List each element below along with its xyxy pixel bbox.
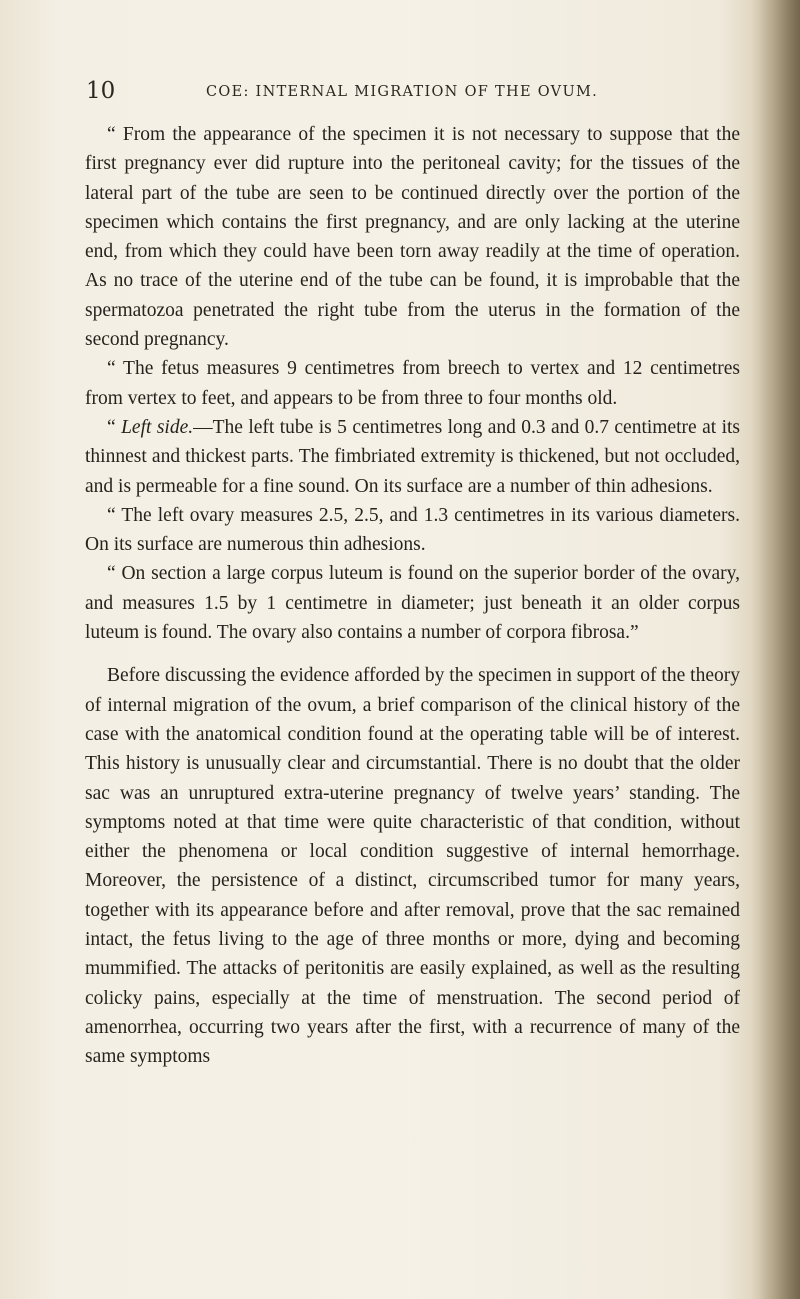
left-side-text: —The left tube is 5 centimetres long and 0.3 and 0.7 centimetre at its thinnest and thickest parts. The fimbriated extremity is thickened, but not occluded, and is permeable for a fine sound. On its surface are a number of thin adhesions. [85,416,741,497]
running-title: COE: INTERNAL MIGRATION OF THE OVUM. [206,84,599,100]
paragraph-corpus-luteum: “ On section a large corpus luteum is found on the superior border of the ovary, and measures 1.5 by 1 centimetre in diameter; just beneath it an older corpus luteum is found. The ovary also contains a number of corpora fibrosa.” [85,563,740,644]
paragraph-fetus-measurements: “ The fetus measures 9 centimetres from breech to vertex and 12 centimetres from vertex to feet, and appears to be from three to four months old. [85,358,740,409]
page-header [86,78,726,104]
quote-mark: “ [107,416,122,438]
left-side-heading: Left side. [121,416,194,438]
page-number: 10 [86,78,116,104]
paragraph-discussion: Before discussing the evidence afforded by the specimen in support of the theory of internal migration of the ovum, a brief comparison of the clinical history of the case with the anatomical condition found at the operating table will be of interest. This history is unusually clear and circumstantial. There is no doubt that the older sac was an unruptured extra-uterine pregnancy of twelve years’ standing. The symptoms noted at that time were quite characteristic of that condition, without either the phenomena or local condition suggestive of internal hemorrhage. Moreover, the persistence of a distinct, circumscribed tumor for many years, together with its appearance before and after removal, prove that the sac remained intact, the fetus living to the age of three months or more, dying and becoming mummified. The attacks of peritonitis are easily explained, as well as the resulting colicky pains, especially at the time of menstruation. The second period of amenorrhea, occurring two years after the first, with a recurrence of many of the same symptoms [85,665,740,1068]
page-edge-shadow [752,0,800,1299]
paragraph-left-ovary: “ The left ovary measures 2.5, 2.5, and 1.3 centimetres in its various diameters. On its surface are numerous thin adhesions. [85,504,740,556]
paragraph-left-side [85,413,740,501]
paragraph-specimen-appearance: “ From the appearance of the specimen it is not necessary to suppose that the first pregnancy ever did rupture into the peritoneal cavity; for the tissues of the lateral part of the tube are seen to be continued directly over the portion of the specimen which contains the first pregnancy, and are only lacking at the uterine end, from which they could have been torn away readily at the time of operation. As no trace of the uterine end of the tube can be found, it is improbable that the spermatozoa penetrated the right tube from the uterus in the formation of the second pregnancy. [85,124,740,351]
body-text [85,120,740,1072]
